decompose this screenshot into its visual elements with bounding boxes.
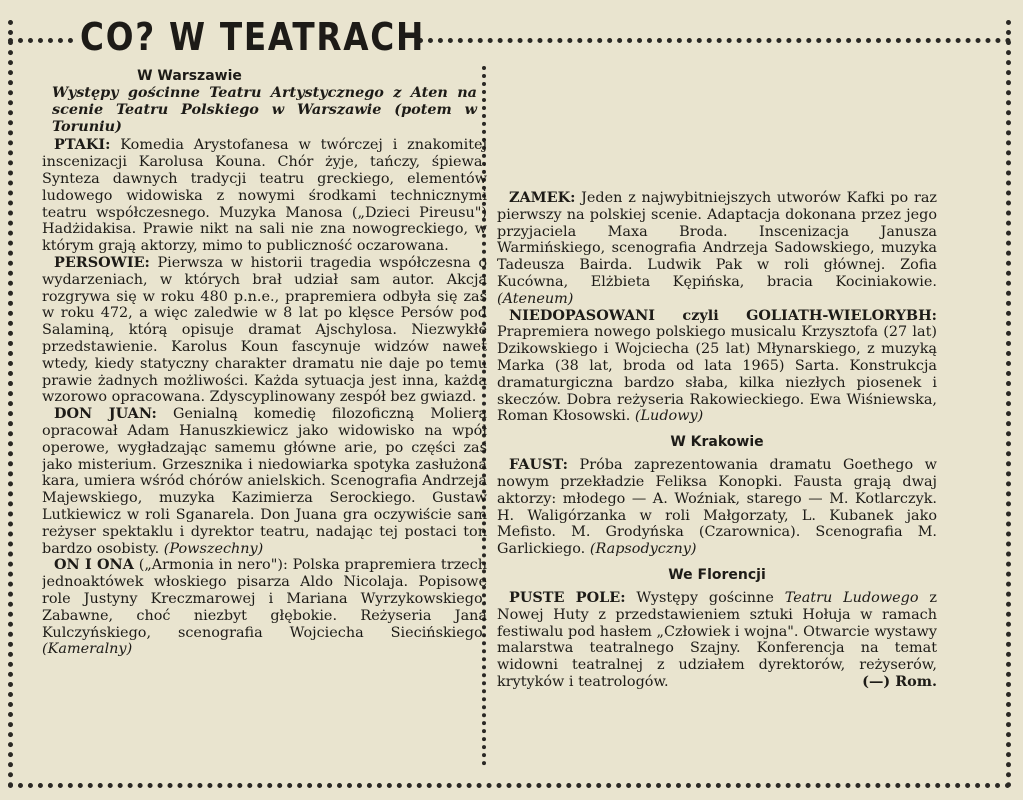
entry-text: Jeden z najwybitniejszych utworów Kafki po raz pierwszy na polskiej scenie. Adaptacja dokonana przez jego przyjaciela Maxa Broda. Inscenizacja Janusza Warmińskiego, scenografia Andrzeja Sadowskiego, muzyka Tadeusza Bairda. Ludwik Pak w roli głównej. Zofia Kucówna, Elżbieta Kępińska, bracia Kociniakowie. bbox=[497, 190, 937, 290]
top-rule-right bbox=[418, 38, 1011, 43]
entry-text: Próba zaprezentowania dramatu Goethego w nowym przekładzie Feliksa Konopki. Fausta grają dwaj aktorzy: młodego — A. Woźniak, starego — M. Kotlarczyk. H. Waligórzanka w roli Małgorzaty, L. Kubanek jako Mefisto. M. Grodyńska (Czarownica). Scenografia M. Garlickiego. bbox=[497, 457, 937, 558]
entry-venue: (Ludowy) bbox=[634, 408, 704, 425]
entry-venue: (Kameralny) bbox=[42, 641, 133, 658]
section-subheading: Występy gościnne Teatru Artystycznego z Aten na scenie Teatru Polskiego w Warszawie (potem w Toruniu) bbox=[52, 84, 477, 135]
top-rule-left bbox=[8, 38, 73, 43]
entry-title: DON JUAN: bbox=[54, 405, 157, 423]
column-right bbox=[497, 68, 937, 768]
entry-venue: (Ateneum) bbox=[497, 290, 574, 307]
entry-ptaki bbox=[42, 137, 487, 255]
entry-text: Pierwsza w historii tragedia współczesna o wydarzeniach, w których brał udział sam autor. Akcja rozgrywa się w roku 480 p.n.e., prapremiera odbyła się zaś w roku 472, a więc zaledwie w 8 lat po klęsce Persów pod Salaminą, którą opisuje dramat Ajschylosa. Niezwykłe przedstawienie. Karolus Koun fascynuje widzów nawet wtedy, kiedy statyczny charakter dramatu nie daje po temu prawie żadnych możliwości. Każda sytuacja jest inna, każda wzorowo opracowana. Zdyscyplinowany zespół bez gwiazd. bbox=[42, 254, 487, 406]
entry-title: PUSTE POLE: bbox=[509, 588, 626, 606]
section-heading-krakow: W Krakowie bbox=[670, 434, 764, 451]
section-heading-warsaw: W Warszawie bbox=[137, 68, 242, 84]
entry-on-i-ona bbox=[42, 557, 487, 658]
entry-title: ZAMEK: bbox=[509, 189, 576, 206]
section-heading-florence: We Florencji bbox=[668, 566, 766, 583]
entry-title: PTAKI: bbox=[54, 136, 111, 154]
entry-text: Występy gościnne bbox=[625, 589, 785, 606]
entry-title: ON I ONA bbox=[54, 556, 134, 574]
entry-text: Prapremiera nowego polskiego musicalu Krzysztofa (27 lat) Dzikowskiego i Wojciecha (25 lat) Młynarskiego, z muzyką Marka (38 lat, broda od lata 1965) Sarta. Konstrukcja dramaturgiczna bardzo słaba, kilka niezłych piosenek i skeczów. Dobra reżyseria Rakowieckiego. Ewa Wiśniewska, Roman Kłosowski. bbox=[497, 324, 937, 425]
entry-title: NIEDOPASOWANI czyli GOLIATH-WIELORYBH: bbox=[509, 306, 937, 324]
page-title: CO? W TEATRACH bbox=[80, 15, 426, 59]
column-left bbox=[42, 68, 487, 768]
entry-text: Komedia Arystofanesa w twórczej i znakomitej inscenizacji Karolusa Kouna. Chór żyje, tańczy, śpiewa. Synteza dawnych tradycji teatru greckiego, elementów ludowego widowiska z nowymi środkami technicznymi teatru współczesnego. Muzyka Manosa („Dzieci Pireusu") Hadżidakisa. Prawie nikt na sali nie zna nowogreckiego, w którym grają aktorzy, mimo to publiczność oczarowana. bbox=[42, 137, 487, 255]
entry-title: FAUST: bbox=[509, 456, 568, 474]
entry-don-juan bbox=[42, 406, 487, 557]
entry-title: PERSOWIE: bbox=[54, 253, 150, 271]
entry-venue: (Powszechny) bbox=[163, 540, 264, 557]
entry-niedopasowani bbox=[497, 308, 937, 426]
entry-faust bbox=[497, 457, 937, 558]
entry-text: Genialną komedię filozoficzną Moliera opracował Adam Hanuszkiewicz jako widowisko na wpół operowe, wygładzając samemu główne arie, po części zaś jako misterium. Grzesznika i niedowiarka spotyka zasłużona kara, umiera wśród chórów anielskich. Scenografia Andrzeja Majewskiego, muzyka Kazimierza Serockiego. Gustaw Lutkiewicz w roli Sganarela. Don Juana gra oczywiście sam reżyser spektaklu i dyrektor teatru, nadając tej postaci ton bardzo osobisty. bbox=[42, 406, 487, 557]
entry-theatre-name: Teatru Ludowego bbox=[784, 589, 919, 606]
author-signature: (—) Rom. bbox=[862, 672, 937, 690]
entry-zamek bbox=[497, 190, 937, 308]
entry-venue: (Rapsodyczny) bbox=[589, 541, 697, 558]
entry-text-continued: z Nowej Huty z przedstawieniem sztuki Hołuja w ramach festiwalu pod hasłem „Człowiek i wojna". Otwarcie wystawy malarstwa teatralnego Szajny. Konferencja na temat widowni teatralnej z udziałem dyrektorów, reżyserów, krytyków i teatrologów. bbox=[497, 589, 937, 690]
entry-persowie bbox=[42, 255, 487, 406]
entry-text: („Armonia in nero"): Polska prapremiera trzech jednoaktówek włoskiego pisarza Aldo Nicolaja. Popisowe role Justyny Kreczmarowej i Mariana Wyrzykowskiego. Zabawne, choć niezbyt głębokie. Reżyseria Jana Kulczyńskiego, scenografia Wojciecha Siecińskiego. bbox=[42, 557, 487, 641]
